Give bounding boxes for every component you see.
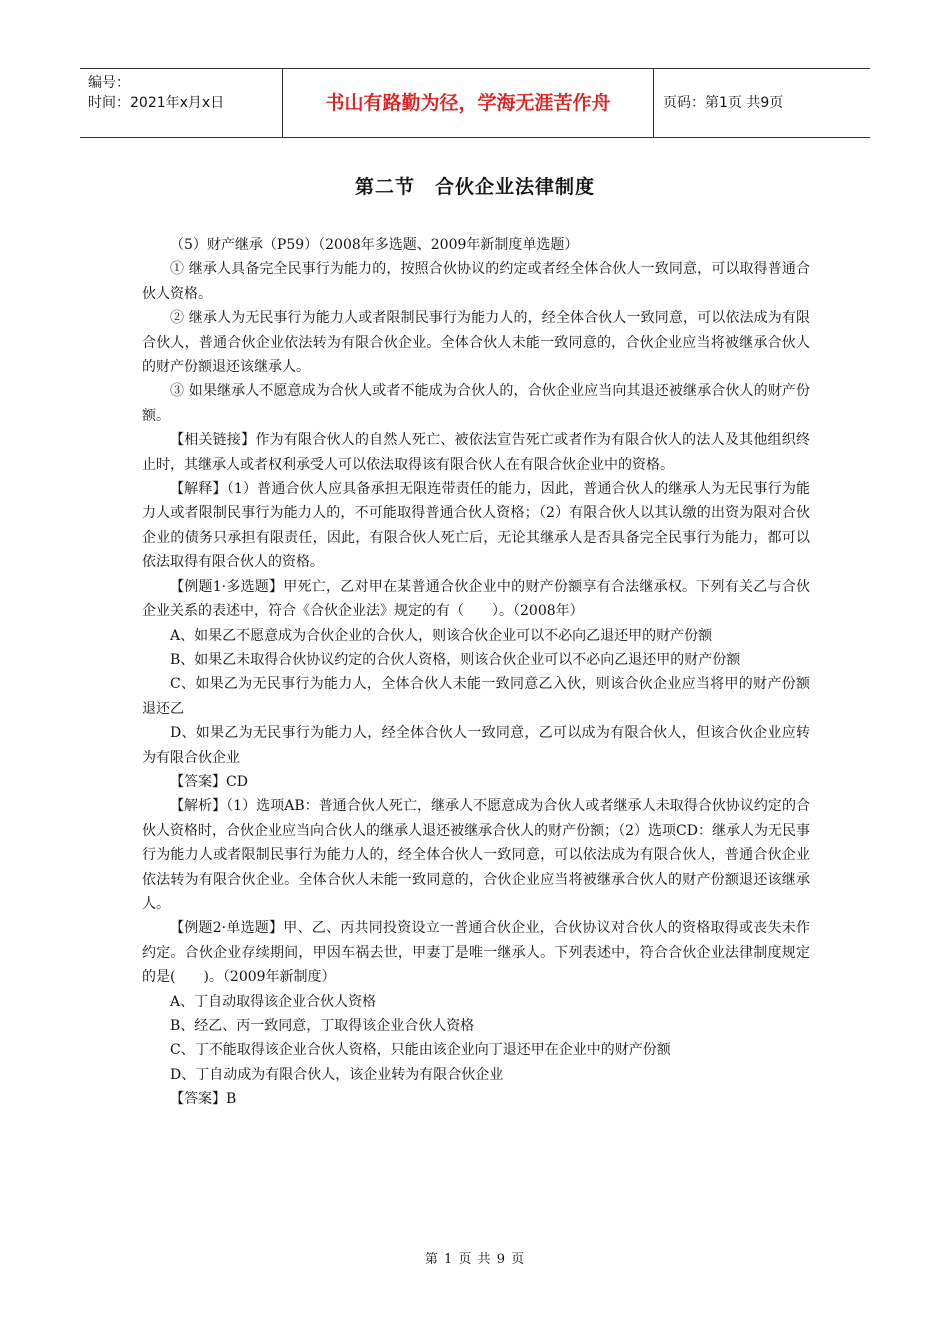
option-item: B、如果乙未取得合伙协议约定的合伙人资格，则该合伙企业可以不必向乙退还甲的财产份额 [170,651,741,668]
paragraph: 【例题2·单选题】甲、乙、丙共同投资设立一普通合伙企业，合伙协议对合伙人的资格取得或丧失未作约定。合伙企业存续期间，甲因车祸去世，甲妻丁是唯一继承人。下列表述中，符合合伙企业法律制度规定的是( )。（2009年新制度） [142,920,810,986]
paragraph: ② 继承人为无民事行为能力人或者限制民事行为能力人的，经全体合伙人一致同意，可以依法成为有限合伙人，普通合伙企业依法转为有限合伙企业。全体合伙人未能一致同意的，合伙企业应当将被继承合伙人的财产份额退还该继承人。 [142,310,810,376]
paragraph: 【相关链接】作为有限合伙人的自然人死亡、被依法宣告死亡或者作为有限合伙人的法人及其他组织终止时，其继承人或者权利承受人可以依法取得该有限合伙人在有限合伙企业中的资格。 [142,432,810,473]
paragraph: 【解释】（1）普通合伙人应具备承担无限连带责任的能力，因此，普通合伙人的继承人为无民事行为能力人或者限制民事行为能力人的，不可能取得普通合伙人资格；（2）有限合伙人以其认缴的出资为限对合伙企业的债务只承担有限责任，因此，有限合伙人死亡后，无论其继承人是否具备完全民事行为能力，都可以依法取得有限合伙人的资格。 [142,481,810,571]
option-item: A、丁自动取得该企业合伙人资格 [170,993,377,1010]
answer-line: 【答案】CD [170,773,248,790]
header-motto: 书山有路勤为径，学海无涯苦作舟 [283,69,654,137]
section-title: 第二节 合伙企业法律制度 [354,176,595,198]
paragraph: ① 继承人具备完全民事行为能力的，按照合伙协议的约定或者经全体合伙人一致同意，可以取得普通合伙人资格。 [142,261,810,302]
paragraph: 【例题1·多选题】甲死亡，乙对甲在某普通合伙企业中的财产份额享有合法继承权。下列有关乙与合伙企业关系的表述中，符合《合伙企业法》规定的有（ ）。（2008年） [142,578,810,620]
answer-line: 【答案】B [170,1091,237,1108]
header-table [80,68,870,138]
document-date-label: 时间：2021年x月x日 [88,95,225,111]
page-footer: 第 1 页 共 9 页 [424,1252,526,1267]
document-body [142,233,810,1112]
option-item: A、如果乙不愿意成为合伙企业的合伙人，则该合伙企业可以不必向乙退还甲的财产份额 [170,627,713,644]
option-item: D、如果乙为无民事行为能力人，经全体合伙人一致同意，乙可以成为有限合伙人，但该合伙企业应转为有限合伙企业 [142,725,810,766]
paragraph: ③ 如果继承人不愿意成为合伙人或者不能成为合伙人的，合伙企业应当向其退还被继承合伙人的财产份额。 [142,383,810,424]
option-item: D、丁自动成为有限合伙人，该企业转为有限合伙企业 [170,1066,504,1083]
paragraph: 【解析】（1）选项AB：普通合伙人死亡，继承人不愿意成为合伙人或者继承人未取得合伙协议约定的合伙人资格时，合伙企业应当向合伙人的继承人退还被继承合伙人的财产份额；（2）选项CD：继承人为无民事行为能力人或者限制民事行为能力人的，经全体合伙人一致同意，可以依法成为有限合伙人，普通合伙企业依法转为有限合伙企业。全体合伙人未能一致同意的，合伙企业应当将被继承合伙人的财产份额退还该继承人。 [142,798,810,912]
header-page-info: 页码：第1页 共9页 [663,95,784,111]
option-item: C、如果乙为无民事行为能力人，全体合伙人未能一致同意乙入伙，则该合伙企业应当将甲的财产份额退还乙 [142,676,810,717]
paragraph: （5）财产继承（P59）（2008年多选题、2009年新制度单选题） [170,237,579,253]
header-meta-cell [80,69,283,137]
option-item: C、丁不能取得该企业合伙人资格，只能由该企业向丁退还甲在企业中的财产份额 [170,1042,671,1059]
option-item: B、经乙、丙一致同意，丁取得该企业合伙人资格 [170,1018,475,1034]
document-number-label: 编号： [88,75,130,91]
